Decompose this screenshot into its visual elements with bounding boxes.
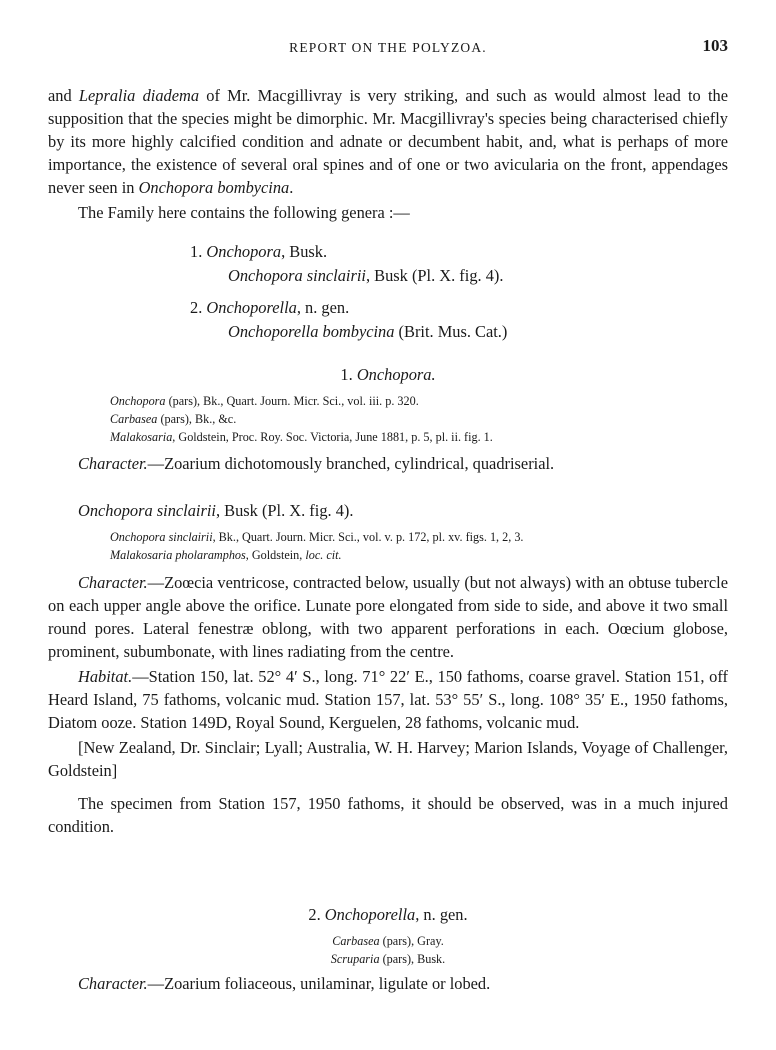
section-genus: Onchoporella <box>324 905 416 924</box>
specimen-note: The specimen from Station 157, 1950 fathoms, it should be observed, was in a much injured condition. <box>48 794 728 836</box>
species-character <box>48 571 728 663</box>
habitat-text: —Station 150, lat. 52° 4′ S., long. 71° 22′ E., 150 fathoms, coarse gravel. Station 151, off Heard Island, 75 fathoms, volcanic mud. Station 157, lat. 53° 55′ S., long. 108° 35′ E., 1950 fathoms, Diatom ooze. Station 149D, Royal Sound, Kerguelen, 28 fathoms, volcanic mud. <box>48 667 728 732</box>
genus-name: Onchopora <box>206 242 282 261</box>
synonym-entry: Onchopora (pars), Bk., Quart. Journ. Micr. Sci., vol. iii. p. 320. <box>110 394 419 408</box>
page-number: 103 <box>702 36 728 55</box>
genus-character-onchoporella <box>48 972 728 995</box>
intro-text-c: of Mr. Macgillivray is very striking, and such as would almost lead to the supposition that the species might be dimorphic. Mr. Macgillivray's species being characterised chiefly by its more highly calcified condition and adnate or decumbent habit, and, what is perhaps of more importance, the existence of several oral spines and of one or two avicularia on the front, appendages never seen in <box>48 86 729 197</box>
synonym-entry: Onchopora sinclairii, Bk., Quart. Journ. Micr. Sci., vol. v. p. 172, pl. xv. figs. 1, 2, 3. <box>110 530 524 544</box>
character-label: Character. <box>78 573 148 592</box>
genera-list-species <box>190 264 507 288</box>
page-header <box>0 36 776 60</box>
synonym-list-onchoporella <box>48 932 728 968</box>
character-text: —Zoarium dichotomously branched, cylindrical, quadriserial. <box>147 454 555 473</box>
synonym-entry: Carbasea (pars), Gray. <box>332 934 444 948</box>
section-number: 2. <box>308 905 321 924</box>
synonym-list-onchopora <box>110 392 730 446</box>
intro-text-e: . <box>289 178 294 197</box>
intro-species-a: Lepralia diadema <box>78 86 200 105</box>
genus-character <box>48 452 728 475</box>
family-genera-intro: The Family here contains the following genera :— <box>78 203 410 222</box>
synonym-entry: Scruparia (pars), Busk. <box>330 952 446 966</box>
section-number: 1. <box>340 365 353 384</box>
species-name: Onchopora sinclairii <box>228 266 366 285</box>
character-text: —Zoœcia ventricose, contracted below, usually (but not always) with an obtuse tubercle on each upper angle above the orifice. Lunate pore elongated from side to side, and above it two small round pores. Lateral fenestræ oblong, with two apparent perforations in each. Oœcium globose, prominent, subumbonate, with lines radiating from the centre. <box>48 573 728 661</box>
species-heading <box>48 499 728 522</box>
synonym-entry: Malakosaria, Goldstein, Proc. Roy. Soc. Victoria, June 1881, p. 5, pl. ii. fig. 1. <box>110 430 493 444</box>
intro-paragraph <box>48 84 728 224</box>
intro-text-a: and <box>48 86 79 105</box>
genera-list-item <box>190 240 507 264</box>
character-label: Character. <box>78 974 148 993</box>
section-heading-onchopora <box>48 364 728 386</box>
intro-species-b: Onchopora bombycina <box>138 178 290 197</box>
genus-number: 1. <box>190 242 203 261</box>
synonym-entry: Malakosaria pholaramphos, Goldstein, loc. cit. <box>110 548 342 562</box>
species-title: Onchopora sinclairii <box>78 501 216 520</box>
species-title-ref: , Busk (Pl. X. fig. 4). <box>215 501 354 520</box>
synonym-entry: Carbasea (pars), Bk., &c. <box>110 412 237 426</box>
section-genus-rest: , n. gen. <box>415 905 468 924</box>
species-distribution: [New Zealand, Dr. Sinclair; Lyall; Australia, W. H. Harvey; Marion Islands, Voyage of Challenger, Goldstein] <box>48 738 728 780</box>
species-habitat <box>48 665 728 734</box>
genera-list-item <box>190 296 507 320</box>
genera-list <box>190 240 507 344</box>
running-head: REPORT ON THE POLYZOA. <box>289 40 487 55</box>
character-label: Character. <box>78 454 148 473</box>
genus-name: Onchoporella <box>206 298 297 317</box>
section-genus: Onchopora. <box>356 365 436 384</box>
character-text: —Zoarium foliaceous, unilaminar, ligulate or lobed. <box>147 974 491 993</box>
genus-number: 2. <box>190 298 203 317</box>
species-description <box>48 571 728 838</box>
habitat-label: Habitat. <box>78 667 133 686</box>
synonym-list-species <box>110 528 730 564</box>
genus-author: , n. gen. <box>296 298 350 317</box>
genera-list-species <box>190 320 507 344</box>
genus-author: , Busk. <box>281 242 328 261</box>
section-heading-onchoporella <box>48 904 728 926</box>
species-name: Onchoporella bombycina <box>228 322 395 341</box>
species-ref: , Busk (Pl. X. fig. 4). <box>365 266 504 285</box>
species-ref: (Brit. Mus. Cat.) <box>394 322 508 341</box>
